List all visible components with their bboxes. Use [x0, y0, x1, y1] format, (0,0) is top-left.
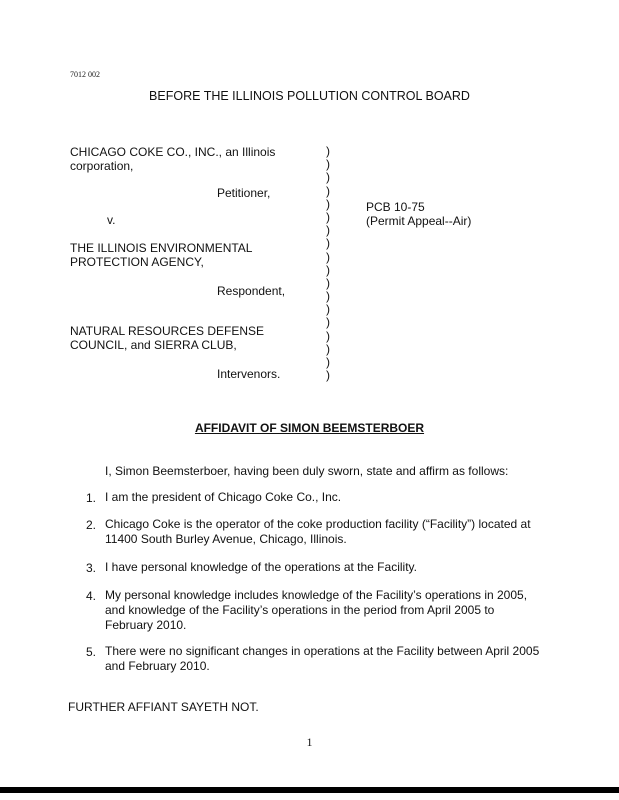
scan-edge-bar: [0, 787, 619, 793]
paren: ): [326, 170, 330, 185]
intervenor-name: NATURAL RESOURCES DEFENSE: [70, 324, 265, 338]
paren: ): [326, 302, 330, 317]
paren: ): [326, 249, 330, 264]
intervenor-role: Intervenors.: [217, 367, 281, 381]
paren: ): [326, 355, 330, 369]
case-number: PCB 10-75: [366, 200, 425, 214]
item-number: 5.: [85, 645, 96, 659]
paren: ): [326, 262, 330, 277]
respondent-role: Respondent,: [217, 284, 286, 298]
page-number: 1: [306, 735, 313, 749]
item-text: I have personal knowledge of the operations at the Facility.: [105, 560, 417, 574]
paren: ): [326, 157, 330, 172]
paren: ): [326, 223, 330, 238]
item-number: 2.: [85, 518, 96, 532]
paren: ): [326, 341, 330, 356]
item-number: 3.: [85, 561, 96, 575]
caption-bracket: [326, 145, 336, 382]
petitioner-name: CHICAGO COKE CO., INC., an Illinois: [70, 145, 276, 159]
paren: ): [326, 183, 330, 198]
item-text: There were no significant changes in operations at the Facility between April 2005 and February 2010.: [105, 644, 540, 673]
paren: ): [326, 236, 330, 251]
item-number: 1.: [85, 491, 96, 505]
page-title: BEFORE THE ILLINOIS POLLUTION CONTROL BOARD: [149, 89, 470, 103]
paren: ): [326, 196, 330, 211]
paren: ): [326, 289, 330, 304]
paren: ): [326, 368, 330, 383]
closing-statement: FURTHER AFFIANT SAYETH NOT.: [68, 700, 259, 714]
paren: ): [326, 328, 330, 343]
petitioner-name-cont: corporation,: [70, 159, 134, 173]
affidavit-heading: AFFIDAVIT OF SIMON BEEMSTERBOER: [194, 421, 425, 435]
item-text: Chicago Coke is the operator of the coke production facility (“Facility”) located at 11400 South Burley Avenue, Chicago, Illinois.: [105, 517, 531, 546]
paren: ): [326, 315, 330, 330]
intervenor-name-cont: COUNCIL, and SIERRA CLUB,: [70, 338, 237, 352]
paren: ): [326, 209, 330, 224]
item-text: I am the president of Chicago Coke Co., Inc.: [105, 490, 342, 504]
document-id: 7012 002: [70, 70, 100, 79]
respondent-name: THE ILLINOIS ENVIRONMENTAL: [70, 241, 253, 255]
item-number: 4.: [85, 589, 96, 603]
case-type: (Permit Appeal--Air): [366, 214, 472, 228]
affidavit-intro: I, Simon Beemsterboer, having been duly sworn, state and affirm as follows:: [105, 464, 509, 478]
item-text: My personal knowledge includes knowledge of the Facility’s operations in 2005, and knowledge of the Facility’s operations in the period from April 2005 to February 2010.: [105, 588, 528, 632]
respondent-name-cont: PROTECTION AGENCY,: [70, 255, 204, 269]
paren: ): [326, 275, 330, 290]
petitioner-role: Petitioner,: [217, 186, 271, 200]
paren: ): [326, 144, 330, 158]
versus: v.: [107, 213, 116, 227]
